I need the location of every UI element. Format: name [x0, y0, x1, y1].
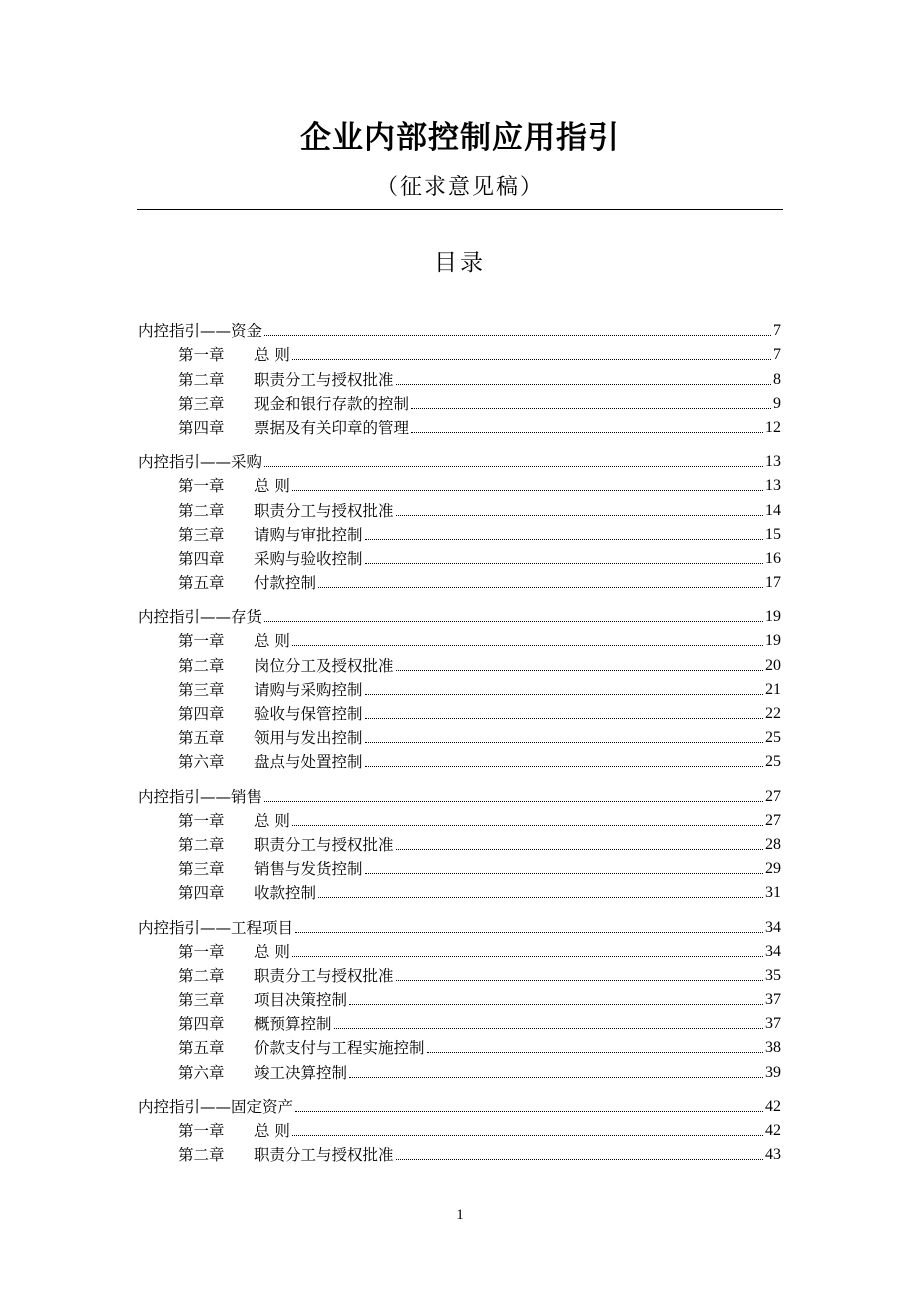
dot-leader: [365, 873, 763, 874]
chapter-title: 项目决策控制: [254, 991, 348, 1010]
chapter-title: 票据及有关印章的管理: [254, 418, 410, 437]
chapter-number: 第五章: [178, 574, 225, 593]
chapter-title: 总 则: [254, 346, 290, 365]
toc-chapter-entry[interactable]: [138, 1011, 781, 1035]
chapter-page: 20: [765, 656, 781, 674]
dot-leader: [427, 1052, 763, 1053]
chapter-number: 第五章: [178, 1039, 225, 1058]
toc-entry[interactable]: [138, 783, 781, 807]
chapter-number: 第四章: [178, 1015, 225, 1034]
chapter-title: 总 则: [254, 632, 290, 651]
chapter-title: 现金和银行存款的控制: [254, 394, 410, 413]
chapter-page: 38: [765, 1039, 781, 1057]
toc-entry-label: 内控指引——销售: [138, 787, 263, 806]
chapter-number: 第四章: [178, 418, 225, 437]
chapter-page: 19: [765, 632, 781, 650]
toc-chapter-entry[interactable]: [138, 366, 781, 390]
chapter-page: 21: [765, 680, 781, 698]
chapter-page: 43: [765, 1146, 781, 1164]
chapter-number: 第三章: [178, 860, 225, 879]
toc-chapter-label: [178, 393, 409, 415]
chapter-title: 岗位分工及授权批准: [254, 656, 394, 675]
chapter-page: 42: [765, 1122, 781, 1139]
dot-leader: [318, 897, 763, 898]
chapter-title: 职责分工与授权批准: [254, 835, 394, 854]
chapter-page: 29: [765, 860, 781, 878]
chapter-number: 第二章: [178, 966, 225, 985]
chapter-number: 第三章: [178, 525, 225, 544]
chapter-page: 8: [773, 370, 781, 388]
dot-leader: [396, 515, 763, 516]
chapter-page: 9: [773, 394, 781, 412]
dot-leader: [365, 718, 763, 719]
chapter-title: 销售与发货控制: [254, 860, 363, 879]
dot-leader: [396, 849, 763, 850]
toc-chapter-label: [178, 810, 290, 832]
chapter-page: 37: [765, 991, 781, 1009]
chapter-number: 第一章: [178, 477, 225, 496]
toc-chapter-entry[interactable]: [138, 808, 781, 832]
dot-leader: [396, 384, 771, 385]
toc-section: [138, 449, 781, 594]
toc-chapter-entry[interactable]: [138, 497, 781, 521]
chapter-number: 第三章: [178, 394, 225, 413]
chapter-page: 25: [765, 729, 781, 747]
chapter-page: 28: [765, 835, 781, 853]
toc-entry[interactable]: [138, 318, 781, 342]
toc-chapter-label: [178, 1037, 425, 1059]
dot-leader: [365, 694, 763, 695]
toc-section: [138, 783, 781, 904]
toc-chapter-label: [178, 1062, 347, 1084]
toc-chapter-label: [178, 858, 363, 880]
dot-leader: [292, 956, 763, 957]
chapter-number: 第六章: [178, 1063, 225, 1082]
document-title: 企业内部控制应用指引: [300, 120, 620, 156]
toc-chapter-label: [178, 941, 290, 963]
toc-chapter-entry[interactable]: [138, 546, 781, 570]
chapter-number: 第四章: [178, 884, 225, 903]
dot-leader: [292, 359, 771, 360]
chapter-title: 概预算控制: [254, 1015, 332, 1034]
toc-chapter-entry[interactable]: [138, 652, 781, 676]
chapter-number: 第二章: [178, 835, 225, 854]
chapter-title: 请购与审批控制: [254, 525, 363, 544]
chapter-title: 职责分工与授权批准: [254, 501, 394, 520]
chapter-page: 35: [765, 966, 781, 984]
toc-chapter-label: [178, 417, 409, 439]
toc-entry-label: 内控指引——采购: [138, 453, 263, 472]
document-subtitle: （征求意见稿）: [375, 175, 544, 200]
toc-chapter-entry[interactable]: [138, 1118, 781, 1142]
chapter-page: 31: [765, 884, 781, 902]
chapter-title: 请购与采购控制: [254, 680, 363, 699]
toc-section: [138, 1094, 781, 1167]
toc-chapter-entry[interactable]: [138, 1035, 781, 1059]
toc-chapter-entry[interactable]: [138, 880, 781, 904]
toc-chapter-label: [178, 989, 347, 1011]
chapter-title: 总 则: [254, 1122, 290, 1140]
chapter-number: 第一章: [178, 632, 225, 651]
dot-leader: [365, 563, 763, 564]
toc-section: [138, 318, 781, 439]
toc-chapter-entry[interactable]: [138, 701, 781, 725]
dot-leader: [264, 621, 763, 622]
chapter-number: 第二章: [178, 656, 225, 675]
toc-entry-page: 19: [765, 608, 781, 626]
chapter-page: 25: [765, 753, 781, 771]
toc-chapter-entry[interactable]: [138, 677, 781, 701]
chapter-page: 13: [765, 477, 781, 495]
chapter-number: 第二章: [178, 501, 225, 520]
toc-chapter-label: [178, 882, 316, 904]
toc-entry[interactable]: [138, 604, 781, 628]
chapter-number: 第三章: [178, 991, 225, 1010]
chapter-title: 付款控制: [254, 574, 317, 593]
chapter-number: 第二章: [178, 370, 225, 389]
chapter-page: 7: [773, 346, 781, 364]
dot-leader: [365, 742, 763, 743]
toc-chapter-entry[interactable]: [138, 987, 781, 1011]
toc-chapter-label: [178, 548, 363, 570]
toc-chapter-label: [178, 727, 363, 749]
toc-chapter-label: [178, 703, 363, 725]
toc-entry-label: 内控指引——资金: [138, 322, 263, 341]
toc-entry-page: 27: [765, 787, 781, 805]
toc-chapter-entry[interactable]: [138, 391, 781, 415]
dot-leader: [365, 766, 763, 767]
chapter-number: 第六章: [178, 753, 225, 772]
chapter-title: 领用与发出控制: [254, 729, 363, 748]
chapter-title: 总 则: [254, 811, 290, 830]
dot-leader: [292, 825, 763, 826]
toc-heading: 目录: [434, 250, 486, 276]
chapter-number: 第一章: [178, 346, 225, 365]
toc-chapter-label: [178, 679, 363, 701]
chapter-page: 39: [765, 1063, 781, 1081]
dot-leader: [349, 1004, 763, 1005]
toc-chapter-entry[interactable]: [138, 522, 781, 546]
chapter-page: 22: [765, 705, 781, 722]
toc-chapter-label: [178, 1144, 394, 1166]
toc-chapter-label: [178, 751, 363, 773]
dot-leader: [349, 1077, 763, 1078]
chapter-number: 第四章: [178, 549, 225, 568]
chapter-page: 17: [765, 574, 781, 592]
dot-leader: [396, 670, 763, 671]
chapter-title: 总 则: [254, 942, 290, 961]
dot-leader: [295, 1111, 763, 1112]
chapter-number: 第五章: [178, 729, 225, 748]
dot-leader: [365, 539, 763, 540]
toc-chapter-label: [178, 834, 394, 856]
toc-chapter-label: [178, 965, 394, 987]
chapter-title: 验收与保管控制: [254, 705, 363, 723]
toc-chapter-label: [178, 572, 316, 594]
toc-chapter-entry[interactable]: [138, 749, 781, 773]
chapter-title: 职责分工与授权批准: [254, 966, 394, 985]
page-number: 1: [456, 1207, 464, 1223]
chapter-title: 职责分工与授权批准: [254, 1146, 394, 1165]
toc-section: [138, 914, 781, 1083]
table-of-contents: [138, 318, 781, 1176]
dot-leader: [264, 801, 763, 802]
chapter-title: 总 则: [254, 477, 290, 496]
dot-leader: [396, 980, 763, 981]
toc-entry-page: 34: [765, 918, 781, 936]
toc-entry-page: 7: [773, 322, 781, 340]
dot-leader: [396, 1159, 763, 1160]
chapter-number: 第一章: [178, 811, 225, 830]
chapter-number: 第三章: [178, 680, 225, 699]
chapter-number: 第四章: [178, 705, 225, 723]
toc-chapter-entry[interactable]: [138, 473, 781, 497]
toc-chapter-label: [178, 500, 394, 522]
chapter-number: 第一章: [178, 942, 225, 961]
chapter-page: 34: [765, 942, 781, 960]
chapter-page: 16: [765, 549, 781, 567]
toc-entry[interactable]: [138, 1094, 781, 1118]
chapter-title: 盘点与处置控制: [254, 753, 363, 772]
chapter-page: 12: [765, 418, 781, 436]
toc-chapter-label: [178, 524, 363, 546]
toc-entry-label: 内控指引——固定资产: [138, 1097, 294, 1116]
dot-leader: [318, 587, 763, 588]
toc-chapter-label: [178, 1013, 332, 1035]
toc-entry-page: 13: [765, 453, 781, 471]
chapter-title: 收款控制: [254, 884, 317, 903]
chapter-page: 14: [765, 501, 781, 519]
dot-leader: [334, 1028, 763, 1029]
toc-section: [138, 604, 781, 773]
toc-entry-label: 内控指引——工程项目: [138, 918, 294, 937]
toc-entry-page: 42: [765, 1097, 781, 1115]
toc-chapter-label: [178, 655, 394, 677]
chapter-title: 价款支付与工程实施控制: [254, 1039, 425, 1058]
toc-chapter-entry[interactable]: [138, 856, 781, 880]
title-divider: [137, 209, 783, 210]
chapter-page: 15: [765, 525, 781, 543]
toc-chapter-entry[interactable]: [138, 342, 781, 366]
toc-chapter-entry[interactable]: [138, 832, 781, 856]
dot-leader: [292, 490, 763, 491]
toc-chapter-label: [178, 630, 290, 652]
toc-chapter-entry[interactable]: [138, 628, 781, 652]
dot-leader: [411, 432, 763, 433]
chapter-title: 采购与验收控制: [254, 549, 363, 568]
toc-chapter-label: [178, 475, 290, 497]
dot-leader: [295, 932, 763, 933]
chapter-number: 第二章: [178, 1146, 225, 1165]
chapter-title: 职责分工与授权批准: [254, 370, 394, 389]
toc-chapter-entry[interactable]: [138, 1142, 781, 1166]
chapter-page: 27: [765, 811, 781, 829]
dot-leader: [264, 335, 771, 336]
chapter-number: 第一章: [178, 1122, 225, 1140]
chapter-page: 37: [765, 1015, 781, 1033]
toc-entry[interactable]: [138, 914, 781, 938]
toc-chapter-label: [178, 1120, 290, 1142]
dot-leader: [411, 408, 771, 409]
toc-chapter-entry[interactable]: [138, 963, 781, 987]
dot-leader: [264, 466, 763, 467]
toc-chapter-entry[interactable]: [138, 725, 781, 749]
toc-entry[interactable]: [138, 449, 781, 473]
toc-chapter-entry[interactable]: [138, 939, 781, 963]
toc-chapter-label: [178, 369, 394, 391]
toc-chapter-entry[interactable]: [138, 1059, 781, 1083]
toc-entry-label: 内控指引——存货: [138, 608, 263, 627]
toc-chapter-entry[interactable]: [138, 415, 781, 439]
dot-leader: [292, 1135, 763, 1136]
toc-chapter-entry[interactable]: [138, 570, 781, 594]
dot-leader: [292, 645, 763, 646]
chapter-title: 竣工决算控制: [254, 1063, 348, 1082]
toc-chapter-label: [178, 344, 290, 366]
